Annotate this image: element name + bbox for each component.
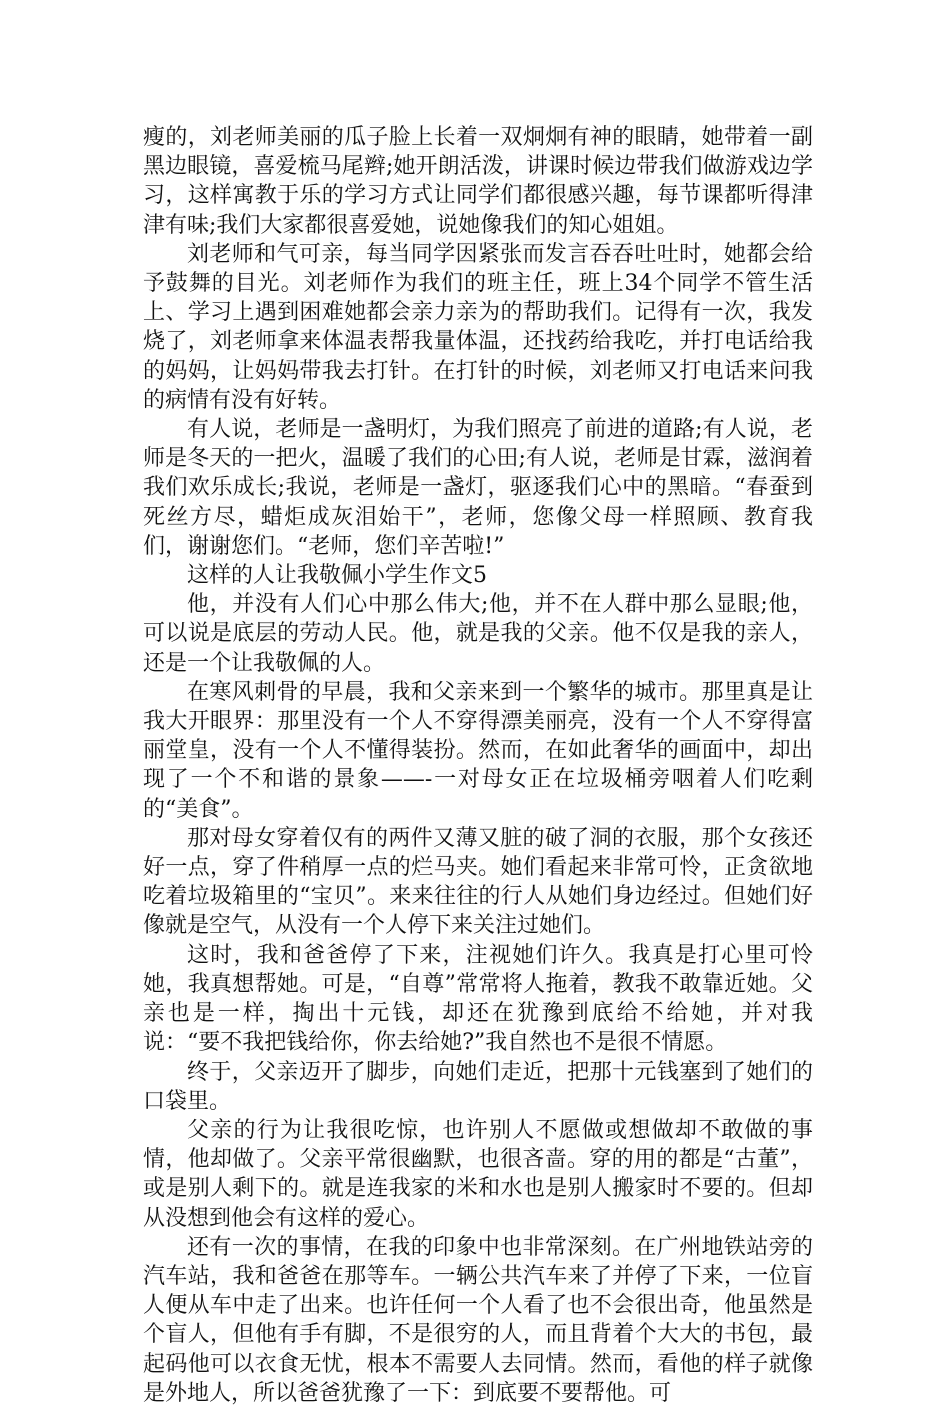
paragraph-9: 父亲的行为让我很吃惊，也许别人不愿做或想做却不敢做的事情，他却做了。父亲平常很幽默，也很吝啬。穿的用的都是“古董”，或是别人剩下的。就是连我家的米和水也是别人搬家时不要的。但却从没想到他会有这样的爱心。 — [143, 1117, 813, 1231]
document-body — [143, 123, 813, 1408]
paragraph-5: 在寒风刺骨的早晨，我和父亲来到一个繁华的城市。那里真是让我大开眼界：那里没有一个人不穿得漂美丽亮，没有一个人不穿得富丽堂皇，没有一个人不懂得装扮。然而，在如此奢华的画面中，却出现了一个不和谐的景象——-一对母女正在垃圾桶旁咽着人们吃剩的“美食”。 — [143, 679, 813, 822]
essay-heading: 这样的人让我敬佩小学生作文5 — [187, 563, 487, 589]
paragraph-1: 瘦的，刘老师美丽的瓜子脸上长着一双炯炯有神的眼睛，她带着一副黑边眼镜，喜爱梳马尾辫;她开朗活泼，讲课时候边带我们做游戏边学习，这样寓教于乐的学习方式让同学们都很感兴趣，每节课都听得津津有味;我们大家都很喜爱她，说她像我们的知心姐姐。 — [143, 125, 813, 238]
paragraph-6: 那对母女穿着仅有的两件又薄又脏的破了洞的衣服，那个女孩还好一点，穿了件稍厚一点的烂马夹。她们看起来非常可怜，正贪欲地吃着垃圾箱里的“宝贝”。来来往往的行人从她们身边经过。但她们好像就是空气，从没有一个人停下来关注过她们。 — [143, 825, 813, 939]
paragraph-2: 刘老师和气可亲，每当同学因紧张而发言吞吞吐吐时，她都会给予鼓舞的目光。刘老师作为我们的班主任，班上34个同学不管生活上、学习上遇到困难她都会亲力亲为的帮助我们。记得有一次，我发烧了，刘老师拿来体温表帮我量体温，还找药给我吃，并打电话给我的妈妈，让妈妈带我去打针。在打针的时候，刘老师又打电话来问我的病情有没有好转。 — [143, 241, 813, 413]
paragraph-10: 还有一次的事情，在我的印象中也非常深刻。在广州地铁站旁的汽车站，我和爸爸在那等车。一辆公共汽车来了并停了下来，一位盲人便从车中走了出来。也许任何一个人看了也不会很出奇，他虽然是个盲人，但他有手有脚，不是很穷的人，而且背着个大大的书包，最起码他可以衣食无忧，根本不需要人去同情。然而，看他的样子就像是外地人，所以爸爸犹豫了一下：到底要不要帮他。可 — [143, 1234, 813, 1406]
paragraph-8: 终于，父亲迈开了脚步，向她们走近，把那十元钱塞到了她们的口袋里。 — [143, 1059, 813, 1114]
paragraph-7: 这时，我和爸爸停了下来，注视她们许久。我真是打心里可怜她，我真想帮她。可是，“自尊”常常将人拖着，教我不敢靠近她。父亲也是一样，掏出十元钱，却还在犹豫到底给不给她，并对我说：“要不我把钱给你，你去给她?”我自然也不是很不情愿。 — [143, 942, 813, 1056]
paragraph-3: 有人说，老师是一盏明灯，为我们照亮了前进的道路;有人说，老师是冬天的一把火，温暖了我们的心田;有人说，老师是甘霖，滋润着我们欢乐成长;我说，老师是一盏灯，驱逐我们心中的黑暗。“春蚕到死丝方尽，蜡炬成灰泪始干”，老师，您像父母一样照顾、教育我们，谢谢您们。“老师，您们辛苦啦!” — [143, 417, 813, 559]
paragraph-4: 他，并没有人们心中那么伟大;他，并不在人群中那么显眼;他，可以说是底层的劳动人民。他，就是我的父亲。他不仅是我的亲人，还是一个让我敬佩的人。 — [143, 592, 813, 676]
